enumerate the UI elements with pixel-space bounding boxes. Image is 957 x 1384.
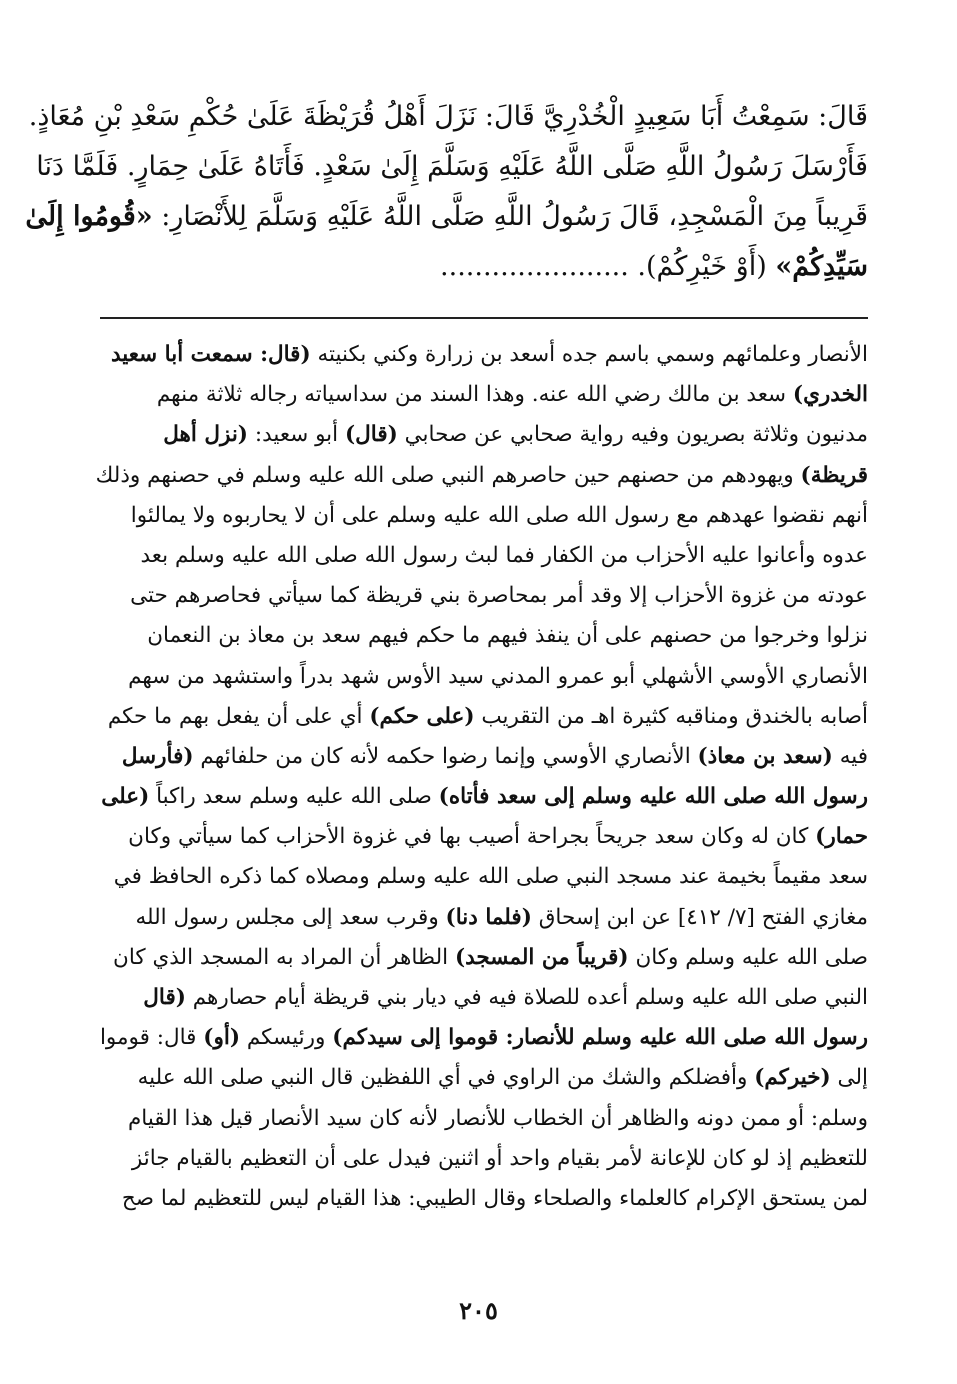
commentary-line bbox=[100, 1179, 868, 1219]
commentary-span: للتعظيم إذ لو كان للإعانة لأمر بقيام واحد أو اثنين فيدل على أن التعظيم بالقيام جائز bbox=[131, 1145, 868, 1171]
commentary-line bbox=[100, 1018, 868, 1058]
commentary-span: وأفضلكم والشك من الراوي في أي اللفظين قال النبي صلى الله عليه bbox=[137, 1065, 755, 1091]
commentary-span: الأنصار وعلمائهم وسمي باسم جده أسعد بن زرارة وكني بكنيته bbox=[310, 342, 868, 367]
commentary-span: عدوه وأعانوا عليه الأحزاب من الكفار فما لبث رسول الله صلى الله عليه وسلم بعد bbox=[140, 542, 868, 568]
commentary-line bbox=[100, 415, 868, 455]
commentary-line bbox=[100, 496, 868, 536]
commentary-span: مدنيون وثلاثة بصريون وفيه رواية صحابي عن صحابي bbox=[397, 422, 868, 448]
hadith-line bbox=[25, 192, 868, 242]
commentary-span: كان له وكان سعد جريحاً بجراحة أصيب بها في غزوة الأحزاب كما سيأتي وكان bbox=[128, 824, 816, 850]
commentary-line bbox=[100, 576, 868, 616]
commentary-bold-quote: قريظة) bbox=[800, 462, 868, 488]
commentary-span: صلى الله عليه وسلم وكان bbox=[628, 944, 868, 970]
hadith-line: قَالَ: سَمِعْتُ أَبَا سَعِيدٍ الْخُدْرِيَّ قَالَ: نَزَلَ أَهْلُ قُرَيْظَةَ عَلَىٰ حُكْمِ سَعْدِ بْنِ مُعَاذٍ. bbox=[28, 101, 868, 132]
commentary-span: إلى bbox=[830, 1065, 868, 1091]
commentary-line bbox=[100, 978, 868, 1018]
commentary-span: صلى الله عليه وسلم سعد راكباً bbox=[149, 784, 439, 810]
commentary-span: أي على أن يفعل بهم ما حكم bbox=[107, 703, 370, 729]
commentary-bold-quote: (على حكم) bbox=[369, 703, 475, 729]
commentary-line bbox=[95, 456, 868, 496]
commentary-line bbox=[100, 938, 868, 978]
commentary-bold-quote: (قال: سمعت أبا سعيد bbox=[111, 342, 311, 367]
hadith-text bbox=[25, 92, 868, 292]
commentary-span: وسلم: أو ممن دونه والظاهر أن الخطاب للأنصار لأنه كان سيد الأنصار قيل هذا القيام bbox=[127, 1105, 868, 1131]
commentary-span: نزلوا وخرجوا من حصنهم على أن ينفذ فيهم ما حكم فيهم سعد بن معاذ بن النعمان bbox=[147, 623, 868, 649]
commentary-line bbox=[100, 697, 868, 737]
commentary-bold-quote: (سعد بن معاذ) bbox=[697, 743, 833, 769]
commentary-line bbox=[100, 777, 868, 817]
commentary-bold-quote: (قال) bbox=[344, 422, 398, 448]
commentary-span: أنهم نقضوا عهدهم مع رسول الله صلى الله عليه وسلم على أن لا يحاربوه ولا يمالئوا bbox=[130, 502, 868, 528]
footnote-divider bbox=[100, 317, 868, 319]
commentary-line bbox=[100, 616, 868, 656]
commentary-span: سعد مقيماً بخيمة عند مسجد النبي صلى الله عليه وسلم ومصلاه كما ذكره الحافظ في bbox=[113, 864, 868, 890]
commentary-bold-quote: (فلما دنا) bbox=[445, 904, 532, 930]
commentary-text bbox=[95, 335, 868, 1219]
commentary-span: ورئيسكم bbox=[240, 1025, 333, 1051]
commentary-line bbox=[100, 536, 868, 576]
commentary-bold-quote: (أو) bbox=[203, 1025, 240, 1051]
commentary-line bbox=[100, 1099, 868, 1139]
commentary-span: وقرب سعد إلى مجلس رسول الله bbox=[135, 904, 446, 930]
commentary-bold-quote: الخدري) bbox=[792, 382, 868, 408]
hadith-span: قَرِيباً مِنَ الْمَسْجِدِ، قَالَ رَسُولُ اللَّهِ صَلَّى اللَّهُ عَلَيْهِ وَسَلَّمَ لِلأَنْصَارِ: bbox=[152, 201, 868, 232]
commentary-span: الظاهر أن المراد به المسجد الذي كان bbox=[113, 944, 455, 970]
commentary-bold-quote: (قال bbox=[143, 985, 186, 1010]
commentary-line bbox=[100, 898, 868, 938]
page-number: ٢٠٥ bbox=[459, 1296, 498, 1325]
commentary-span: سعد بن مالك رضي الله عنه. وهذا السند من سداسياته رجاله ثلاثة منهم bbox=[156, 382, 793, 408]
commentary-bold-quote: (نزل أهل bbox=[163, 422, 248, 448]
commentary-bold-quote: رسول الله صلى الله عليه وسلم إلى سعد فأتاه) bbox=[438, 784, 868, 810]
commentary-line bbox=[100, 857, 868, 897]
commentary-line bbox=[100, 657, 868, 697]
commentary-span: مغازي الفتح [٧/ ٤١٢] عن ابن إسحاق bbox=[531, 904, 868, 930]
hadith-quote: سَيِّدِكُمْ» bbox=[775, 251, 868, 282]
commentary-line bbox=[100, 375, 868, 415]
commentary-span: الأنصاري الأوسي وإنما رضوا حكمه لأنه كان من حلفائهم bbox=[193, 743, 698, 769]
commentary-bold-quote: (خيركم) bbox=[754, 1065, 831, 1091]
commentary-bold-quote: (فأرسل bbox=[121, 743, 194, 769]
hadith-span: (أَوْ خَيْرِكُمْ). ...................... bbox=[440, 251, 776, 282]
commentary-line bbox=[100, 1139, 868, 1179]
commentary-line bbox=[100, 817, 868, 857]
commentary-bold-quote: (على bbox=[101, 784, 150, 810]
commentary-bold-quote: (قريباً من المسجد) bbox=[454, 944, 629, 970]
commentary-span: الأنصاري الأوسي الأشهلي أبو عمرو المدني سيد الأوس شهد بدراً واستشهد من سهم bbox=[128, 663, 868, 689]
commentary-bold-quote: رسول الله صلى الله عليه وسلم للأنصار: قوموا إلى سيدكم) bbox=[332, 1025, 868, 1051]
commentary-span: عودته من غزوة الأحزاب إلا وقد أمر بمحاصرة بني قريظة كما سيأتي فحاصرهم حتى bbox=[130, 583, 868, 609]
commentary-span: لمن يستحق الإكرام كالعلماء والصلحاء وقال الطيبي: هذا القيام ليس للتعظيم لما صح bbox=[121, 1185, 868, 1211]
hadith-line: فَأَرْسَلَ رَسُولُ اللَّهِ صَلَّى اللَّهُ عَلَيْهِ وَسَلَّمَ إِلَىٰ سَعْدٍ. فَأَتَاهُ عَلَىٰ حِمَارٍ. فَلَمَّا دَنَا bbox=[36, 151, 868, 182]
commentary-line bbox=[100, 737, 868, 777]
commentary-span: قال: قوموا bbox=[99, 1025, 204, 1051]
commentary-line bbox=[100, 1058, 868, 1098]
commentary-span: النبي صلى الله عليه وسلم أعده للصلاة فيه في ديار بني قريظة أيام حصارهم bbox=[185, 985, 868, 1010]
commentary-span: أبو سعيد: bbox=[248, 422, 345, 448]
commentary-span: أصابه بالخندق ومناقبه كثيرة اهـ من التقريب bbox=[474, 703, 868, 729]
commentary-span: فيه bbox=[832, 743, 868, 769]
commentary-span: ويهودهم من حصنهم حين حاصرهم النبي صلى الله عليه وسلم في حصنهم وذلك bbox=[95, 462, 801, 488]
hadith-line bbox=[100, 242, 868, 292]
commentary-line bbox=[100, 335, 868, 375]
hadith-quote: «قُومُوا إِلَىٰ bbox=[25, 201, 153, 232]
commentary-bold-quote: حمار) bbox=[815, 824, 868, 850]
